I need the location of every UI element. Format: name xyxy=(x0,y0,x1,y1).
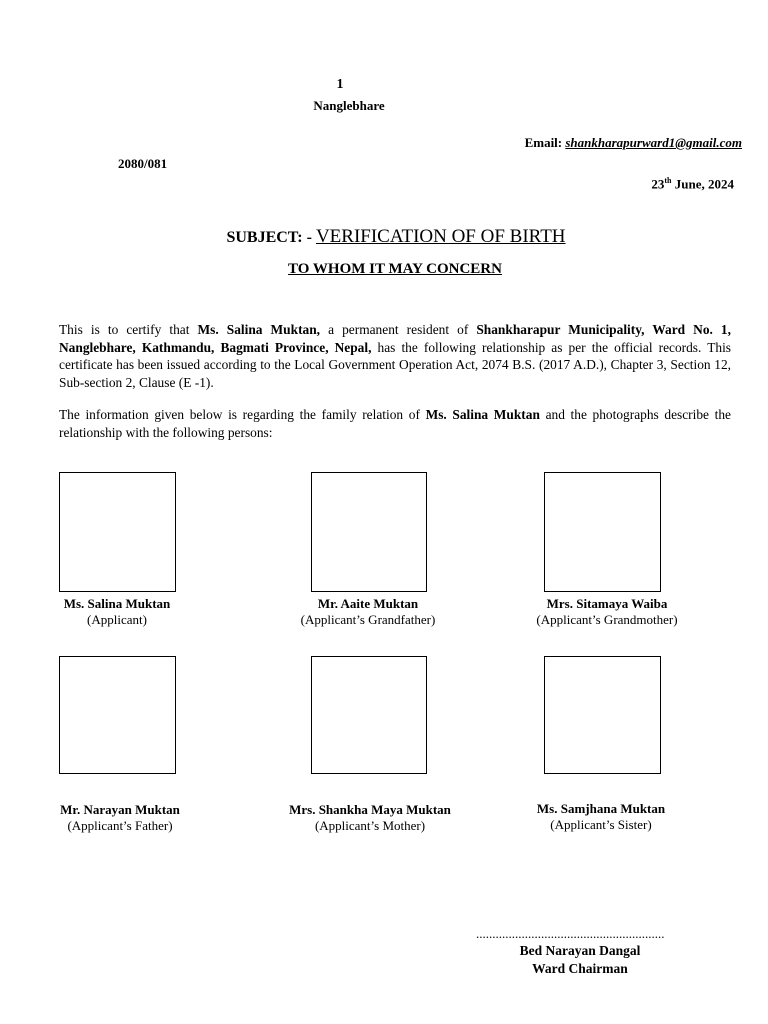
person-caption xyxy=(481,801,721,833)
relation-paragraph xyxy=(59,406,731,441)
person-name: Mr. Aaite Muktan xyxy=(317,596,419,611)
p1-text: This is to certify that xyxy=(59,322,198,337)
photo-box xyxy=(544,656,661,774)
subject-line xyxy=(0,226,768,248)
person-caption xyxy=(0,596,237,628)
photo-box xyxy=(59,472,176,592)
signatory-block xyxy=(480,942,680,978)
person-caption xyxy=(0,802,240,834)
person-name: Mrs. Sitamaya Waiba xyxy=(546,596,668,611)
applicant-address: Shankharapur Municipality, Ward No. 1, Nanglebhare, Kathmandu, Bagmati Province, Nepal, xyxy=(59,322,731,355)
person-relation: (Applicant’s Grandmother) xyxy=(536,612,678,627)
person-name: Ms. Salina Muktan xyxy=(63,596,171,611)
photo-box xyxy=(311,472,427,592)
person-caption xyxy=(248,596,488,628)
email-line xyxy=(525,135,742,151)
photo-box xyxy=(59,656,176,774)
signatory-name: Bed Narayan Dangal xyxy=(519,943,641,958)
person-caption xyxy=(250,802,490,834)
fiscal-year: 2080/081 xyxy=(118,156,168,171)
ward-number: 1 xyxy=(336,77,344,92)
photo-box xyxy=(544,472,661,592)
email-link[interactable]: shankharapurward1@gmail.com xyxy=(565,135,742,150)
p2-text: and the photographs describe the relationship with the following persons: xyxy=(59,407,732,440)
person-name: Mrs. Shankha Maya Muktan xyxy=(289,802,451,817)
signatory-title: Ward Chairman xyxy=(532,961,628,976)
person-relation: (Applicant’s Mother) xyxy=(314,818,426,833)
date-rest: June, 2024 xyxy=(671,176,734,192)
p1-text: has the following relationship as per the official records. This certificate has been issued according to the Local Government Operation Act, 2074 B.S. (2017 A.D.), Chapter 3, Section 12, Sub-section 2, Clause (E -1). xyxy=(59,339,732,390)
letter-date xyxy=(651,176,734,192)
email-label: Email: xyxy=(524,135,563,150)
subject-title: VERIFICATION OF OF BIRTH xyxy=(315,226,566,247)
person-relation: (Applicant’s Sister) xyxy=(550,817,652,832)
subject-label: SUBJECT: - xyxy=(226,229,316,246)
person-relation: (Applicant) xyxy=(87,612,147,627)
ward-name: Nanglebhare xyxy=(313,98,385,113)
signature-line: .......................................................... xyxy=(476,926,665,941)
date-day: 23 xyxy=(651,176,665,192)
person-name: Ms. Samjhana Muktan xyxy=(536,801,666,816)
p2-text: The information given below is regarding the family relation of xyxy=(59,407,426,422)
applicant-name: Ms. Salina Muktan, xyxy=(197,322,321,337)
person-name: Mr. Narayan Muktan xyxy=(60,802,180,817)
person-relation: (Applicant’s Father) xyxy=(67,818,173,833)
p1-text: a permanent resident of xyxy=(320,322,477,337)
certification-paragraph xyxy=(59,321,731,391)
date-suffix: th xyxy=(664,176,672,185)
person-caption xyxy=(487,596,727,628)
person-relation: (Applicant’s Grandfather) xyxy=(300,612,436,627)
photo-box xyxy=(311,656,427,774)
to-whom-heading: TO WHOM IT MAY CONCERN xyxy=(288,261,502,277)
applicant-name: Ms. Salina Muktan xyxy=(425,407,540,422)
